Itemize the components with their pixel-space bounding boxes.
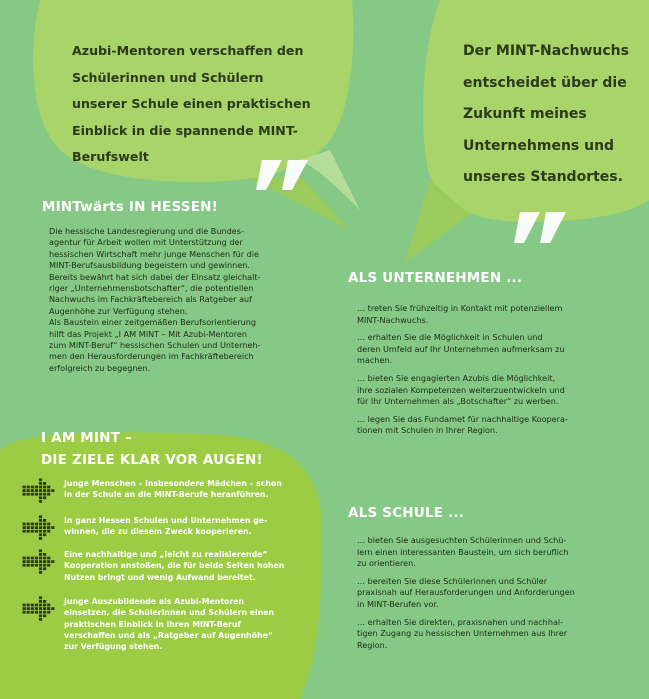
arrow-dot [27,523,30,526]
arrow-dot [39,560,42,563]
body-line: Nachwuchs im Fachkräftebereich als Ratgeber auf [49,294,253,305]
arrow-dot [27,486,30,489]
arrow-dot [39,489,42,492]
arrow-dot [23,489,26,492]
arrow-dot [23,526,26,529]
arrow-dot [51,560,54,563]
arrow-dot [43,600,46,603]
arrow-dot [35,604,38,607]
arrow-dot [35,530,38,533]
arrow-dot [27,557,30,560]
arrow-dot [27,526,30,529]
arrow-dot [47,607,50,610]
arrow-dot [39,515,42,518]
arrow-dot [31,489,34,492]
arrow-dot [27,489,30,492]
list-item [357,373,629,408]
list-line: MINT-Nachwuchs. [357,314,429,325]
arrow-dot [39,530,42,533]
body-line: hessischen Wirtschaft mehr junge Menschen für die [49,248,259,259]
arrow-dot [31,611,34,614]
goal-item [22,478,292,504]
arrow-dot [43,607,46,610]
mint-hessen-body [49,226,297,374]
arrow-dot [35,564,38,567]
list-line: Region. [357,639,388,650]
arrow-dot [23,530,26,533]
arrow-dot [47,564,50,567]
arrow-dot [27,604,30,607]
body-line: zum MINT-Beruf“ hessischen Schulen und Unterneh- [49,340,261,351]
arrow-dot [43,530,46,533]
list-line: lern einen interessanten Baustein, um sich beruflich [357,546,569,557]
list-line: in MINT-Berufen vor. [357,598,439,609]
arrow-dot [47,486,50,489]
arrow-dots-icon [22,549,56,575]
goal-line: Kooperation anstoßen, die für beide Seiten hohen [64,561,285,571]
arrow-dot [43,533,46,536]
body-line: Augenhöhe zur Verfügung stehen. [49,305,188,316]
arrow-dot [23,607,26,610]
arrow-dot [47,530,50,533]
arrow-dot [43,560,46,563]
list-line: machen. [357,355,393,366]
goal-line: In ganz Hessen Schulen und Unternehmen ge- [64,516,268,525]
list-line: für Ihr Unternehmen als „Botschafter“ zu werben. [357,396,559,407]
arrow-dot [43,519,46,522]
arrow-dot [43,486,46,489]
unternehmen-list [357,303,629,443]
arrow-dot [47,611,50,614]
list-line: praxisnah auf Herausforderungen und Anforderungen [357,587,575,598]
goal-line: praktischen Einblick in ihren MINT-Beruf [64,619,241,629]
body-line: men den Herausforderungen im Fachkräftebereich [49,351,254,362]
arrow-dot [51,607,54,610]
i-am-mint-heading [41,427,263,471]
arrow-dot [43,557,46,560]
arrow-dot [47,557,50,560]
arrow-dot [43,489,46,492]
goal-line: Junge Auszubildende als Azubi-Mentoren [64,597,245,606]
goal-line: winnen, die zu diesem Zweck kooperieren. [64,527,252,537]
arrow-dot [23,486,26,489]
arrow-dot [23,560,26,563]
body-line: riger „Unternehmensbotschafter“, die potentiellen [49,283,254,294]
arrow-dot [39,519,42,522]
arrow-dot [39,604,42,607]
arrow-dot [43,567,46,570]
goal-line: verschaffen und als „Ratgeber auf Augenhöhe“ [64,630,274,640]
arrow-dot [31,604,34,607]
arrow-dot [43,614,46,617]
arrow-dots-icon [22,478,56,504]
arrow-dot [35,523,38,526]
list-line: … erhalten Sie die Möglichkeit in Schulen und [357,332,543,343]
arrow-dot [39,600,42,603]
arrow-dot [47,604,50,607]
arrow-dot [23,493,26,496]
arrow-dot [27,493,30,496]
schule-list [357,535,629,657]
goal-line: Eine nachhaltige und „leicht zu realisierende“ [64,550,268,559]
body-line: Bereits bewährt hat sich dabei der Einsatz gleichalt- [49,271,261,282]
arrow-dot [51,526,54,529]
body-line: hilft das Projekt „I AM MINT – Mit Azubi-Mentoren [49,328,247,339]
arrow-dot [39,611,42,614]
goal-text [64,596,274,652]
arrow-dot [39,493,42,496]
arrow-dot [27,611,30,614]
right-bubble-text: Der MINT-Nachwuchs entscheidet über die Zukunft meines Unternehmens und unseres Standortes. [463,43,629,185]
arrow-dot [39,478,42,481]
arrow-dot [39,553,42,556]
arrow-dot [31,560,34,563]
arrow-dot [39,500,42,503]
arrow-dot [31,523,34,526]
arrow-dot [31,530,34,533]
arrow-dot [47,526,50,529]
arrow-dot [31,607,34,610]
list-line: ihre sozialen Kompetenzen weiterzuentwickeln und [357,384,565,395]
arrow-dot [35,607,38,610]
arrow-dot [39,614,42,617]
schule-heading: ALS SCHULE ... [348,505,465,521]
arrow-dots-icon [22,596,56,622]
arrow-dot [47,489,50,492]
arrow-dot [27,607,30,610]
arrow-dot [39,618,42,621]
goal-line: zur Verfügung stehen. [64,642,163,652]
arrow-dot [39,571,42,574]
arrow-dot [43,553,46,556]
list-line: … legen Sie das Fundamet für nachhaltige Koopera- [357,413,568,424]
arrow-dot [39,537,42,540]
arrow-dot [43,611,46,614]
arrow-dot [35,493,38,496]
unternehmen-heading: ALS UNTERNEHMEN ... [348,270,523,286]
arrow-dot [35,560,38,563]
list-line: … treten Sie frühzeitig in Kontakt mit potenziellem [357,303,563,313]
goal-text [64,478,282,501]
left-bubble-text: Azubi-Mentoren verschaffen den Schülerinnen und Schülern unserer Schule einen praktischen Einblick in die spannende MINT-Berufswelt [72,43,311,164]
body-line: Die hessische Landesregierung und die Bundes- [49,226,244,236]
arrow-dot [39,557,42,560]
arrow-dot [43,482,46,485]
arrow-dot [39,523,42,526]
goal-item [22,549,292,583]
arrow-dot [39,533,42,536]
arrow-dot [39,596,42,599]
arrow-dot [31,526,34,529]
body-line: erfolgreich zu begegnen. [49,362,151,373]
arrow-dot [39,607,42,610]
list-line: … bereiten Sie diese Schülerinnen und Schüler [357,575,548,586]
goal-line: Junge Menschen – insbesondere Mädchen – schon [64,479,282,488]
arrow-dot [47,493,50,496]
arrow-dot [23,564,26,567]
list-line: deren Umfeld auf Ihr Unternehmen aufmerksam zu [357,343,565,354]
arrow-dot [39,567,42,570]
list-line: tigen Zugang zu hessischen Unternehmen aus Ihrer [357,628,568,639]
arrow-dot [35,489,38,492]
arrow-dot [43,526,46,529]
arrow-dot [23,604,26,607]
arrow-dot [27,530,30,533]
goal-text [64,549,284,583]
arrow-dot [43,523,46,526]
list-line: tionen mit Schulen in Ihrer Region. [357,425,498,436]
arrow-dots-icon [22,515,56,541]
arrow-dot [23,523,26,526]
list-line: … bieten Sie ausgesuchten Schülerinnen und Schü- [357,535,567,545]
arrow-dot [47,523,50,526]
body-line: agentur für Arbeit wollen mit Unterstützung der [49,237,243,248]
list-item [357,303,629,326]
arrow-dot [31,486,34,489]
arrow-dot [43,496,46,499]
arrow-dot [43,564,46,567]
arrow-dot [31,564,34,567]
goal-line: in der Schule an die MINT-Berufe heranführen. [64,490,269,500]
list-line: … erhalten Sie direkten, praxisnahen und nachhal- [357,616,564,627]
arrow-dot [43,604,46,607]
list-item [357,332,629,367]
list-line: … bieten Sie engagierten Azubis die Möglichkeit, [357,372,556,383]
arrow-dot [39,526,42,529]
arrow-dot [35,611,38,614]
arrow-dot [39,549,42,552]
arrow-dot [51,489,54,492]
arrow-dot [47,560,50,563]
list-item [357,576,629,611]
arrow-dot [35,486,38,489]
goal-line: einsetzen, die Schülerinnen und Schülern einen [64,608,275,618]
arrow-dot [31,493,34,496]
heading-line: DIE ZIELE KLAR VOR AUGEN! [41,452,263,468]
arrow-dot [23,611,26,614]
heading-line: I AM MINT – [41,430,132,446]
arrow-dot [27,564,30,567]
arrow-dot [35,557,38,560]
arrow-dot [27,560,30,563]
arrow-dot [23,557,26,560]
body-line: MINT-Berufsausbildung begeistern und gewinnen. [49,260,250,271]
arrow-dot [39,482,42,485]
arrow-dot [39,564,42,567]
arrow-dot [39,496,42,499]
body-line: Als Baustein einer zeitgemäßen Berufsorientierung [49,317,256,328]
arrow-dot [39,486,42,489]
goal-line: Nutzen bringt und wenig Aufwand bereitet. [64,572,256,582]
arrow-dot [43,493,46,496]
mint-hessen-heading: MINTwärts IN HESSEN! [42,199,218,215]
list-item [357,535,629,570]
goal-text [64,515,267,538]
arrow-dot [31,557,34,560]
list-item [357,617,629,652]
goal-item [22,596,292,652]
list-item [357,414,629,437]
list-line: zu orientieren. [357,558,416,569]
goal-item [22,515,292,541]
arrow-dot [35,526,38,529]
